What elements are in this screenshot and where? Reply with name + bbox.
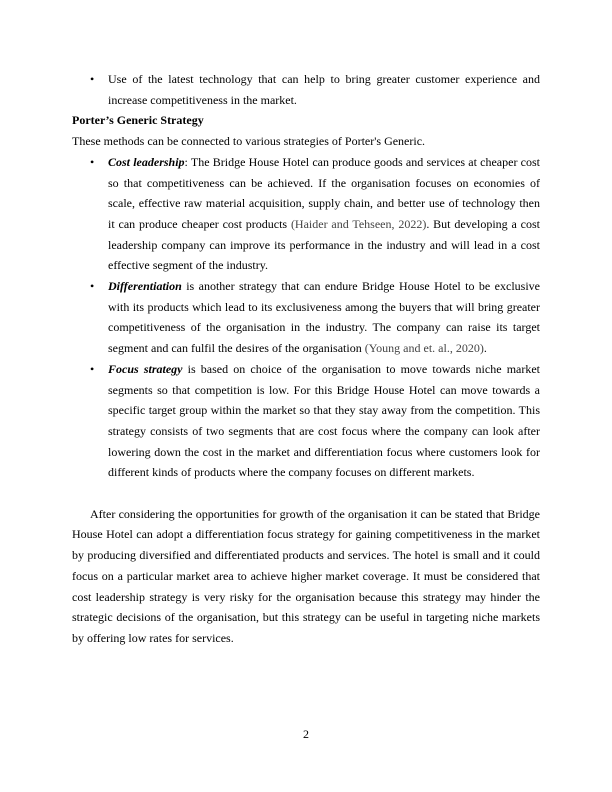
strategy-differentiation xyxy=(72,276,540,359)
strategy-focus xyxy=(72,359,540,483)
bullet-icon: • xyxy=(90,361,95,376)
document-body xyxy=(72,69,540,649)
section-heading: Porter’s Generic Strategy xyxy=(72,113,204,128)
strategy-term: Focus strategy xyxy=(108,361,183,376)
bullet-icon: • xyxy=(90,72,95,86)
bullet-icon: • xyxy=(90,279,95,294)
list-item xyxy=(72,69,540,110)
intro-list xyxy=(72,69,540,110)
strategy-cost-leadership xyxy=(72,152,540,276)
strategy-text: . xyxy=(483,341,487,356)
lead-paragraph: These methods can be connected to various strategies of Porter's Generic. xyxy=(72,134,426,149)
citation: (Young and et. al., 2020) xyxy=(364,341,484,356)
strategy-text: . But developing a cost leadership company can improve its performance in the industry and will lead in a cost effective segment of the industry. xyxy=(108,216,540,273)
strategy-text: : The Bridge House Hotel can produce goods and services at cheaper cost so that competitiveness can be achieved. If the organisation focuses on economies of scale, effective raw material acquisition, supply chain, and better use of technology then it can produce cheaper cost products xyxy=(108,154,540,231)
strategy-term: Cost leadership xyxy=(108,154,185,169)
page-number: 2 xyxy=(303,727,309,741)
strategy-term: Differentiation xyxy=(108,279,182,294)
strategy-text: is another strategy that can endure Bridge House Hotel to be exclusive with its products which lead to its exclusiveness among the buyers that will bring greater competitiveness of the organisation in the industry. The company can raise its target segment and can fulfil the desires of the organisation xyxy=(108,279,540,356)
conclusion-paragraph: After considering the opportunities for growth of the organisation it can be stated that Bridge House Hotel can adopt a differentiation focus strategy for gaining competitiveness in the market by producing diversified and differentiated products and services. The hotel is small and it could focus on a particular market area to achieve higher market coverage. It must be considered that cost leadership strategy is very risky for the organisation because this strategy may hinder the strategic decisions of the organisation, but this strategy can be useful in targeting niche markets by offering low rates for services. xyxy=(72,506,540,645)
list-item-text: Use of the latest technology that can help to bring greater customer experience and increase competitiveness in the market. xyxy=(108,72,540,107)
citation: (Haider and Tehseen, 2022) xyxy=(290,216,427,231)
bullet-icon: • xyxy=(90,154,95,169)
strategy-text: is based on choice of the organisation to move towards niche market segments so that competition is low. For this Bridge House Hotel can move towards a specific target group within the market so that they stay away from the competition. This strategy consists of two segments that are cost focus where the company can look after lowering down the cost in the market and differentiation focus where customers look for different kinds of products where the company focuses on different markets. xyxy=(108,361,541,480)
strategy-list xyxy=(72,152,540,483)
